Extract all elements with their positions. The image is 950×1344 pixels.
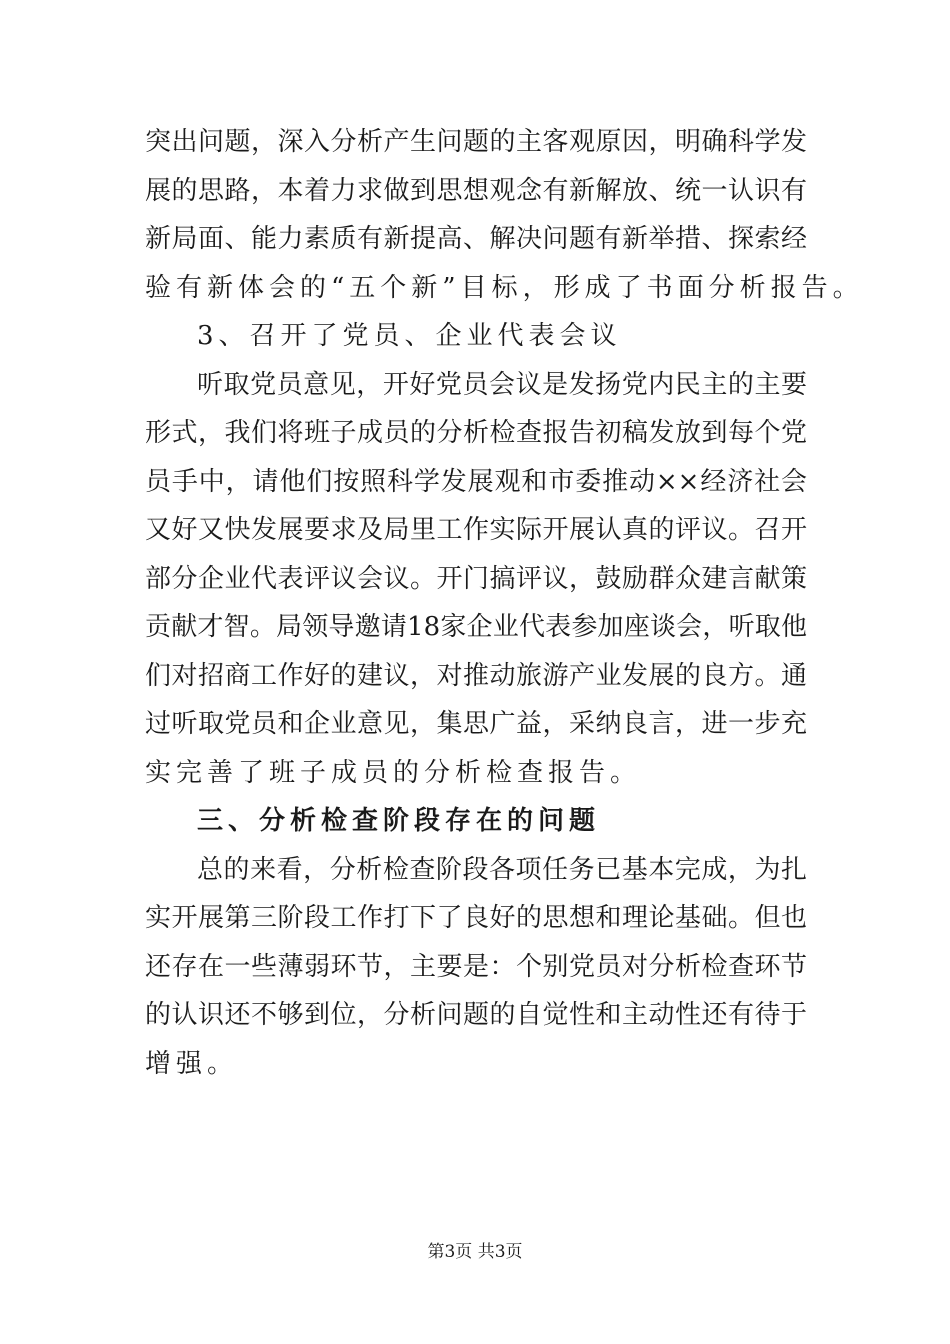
text-line: 员手中，请他们按照科学发展观和市委推动××经济社会	[145, 466, 807, 497]
paragraph-1	[145, 118, 864, 312]
text-line: 总的来看，分析检查阶段各项任务已基本完成，为扎	[197, 854, 807, 885]
text-line: 形式，我们将班子成员的分析检查报告初稿发放到每个党	[145, 418, 807, 448]
text-line: 新局面、能力素质有新提高、解决问题有新举措、探索经	[145, 224, 807, 254]
paragraph-3	[145, 846, 807, 1089]
text-line: 突出问题，深入分析产生问题的主客观原因，明确科学发	[145, 127, 807, 157]
section-heading: 三、分析检查阶段存在的问题	[197, 806, 601, 836]
text-line: 部分企业代表评议会议。开门搞评议，鼓励群众建言献策	[145, 563, 807, 594]
document-page	[145, 118, 864, 1088]
text-line: 过听取党员和企业意见，集思广益，采纳良言，进一步充	[145, 709, 807, 739]
text-line: 听取党员意见，开好党员会议是发扬党内民主的主要	[197, 369, 807, 400]
text-line: 实完善了班子成员的分析检查报告。	[145, 757, 642, 788]
text-line: 验有新体会的“五个新”目标，形成了书面分析报告。	[145, 272, 864, 303]
text-line: 增强。	[145, 1048, 239, 1079]
text-line: 又好又快发展要求及局里工作实际开展认真的评议。召开	[145, 515, 807, 545]
paragraph-2	[145, 361, 807, 798]
text-line: 贡献才智。局领导邀请18家企业代表参加座谈会，听取他	[145, 612, 807, 642]
section-subheading: 3、召开了党员、企业代表会议	[197, 321, 622, 351]
text-line: 还存在一些薄弱环节，主要是：个别党员对分析检查环节	[145, 951, 807, 982]
text-line: 展的思路，本着力求做到思想观念有新解放、统一认识有	[145, 175, 807, 206]
text-line: 们对招商工作好的建议，对推动旅游产业发展的良方。通	[145, 660, 807, 691]
page-footer: 第3页 共3页	[427, 1242, 523, 1262]
text-line: 实开展第三阶段工作打下了良好的思想和理论基础。但也	[145, 903, 807, 933]
text-line: 的认识还不够到位，分析问题的自觉性和主动性还有待于	[145, 1000, 807, 1030]
